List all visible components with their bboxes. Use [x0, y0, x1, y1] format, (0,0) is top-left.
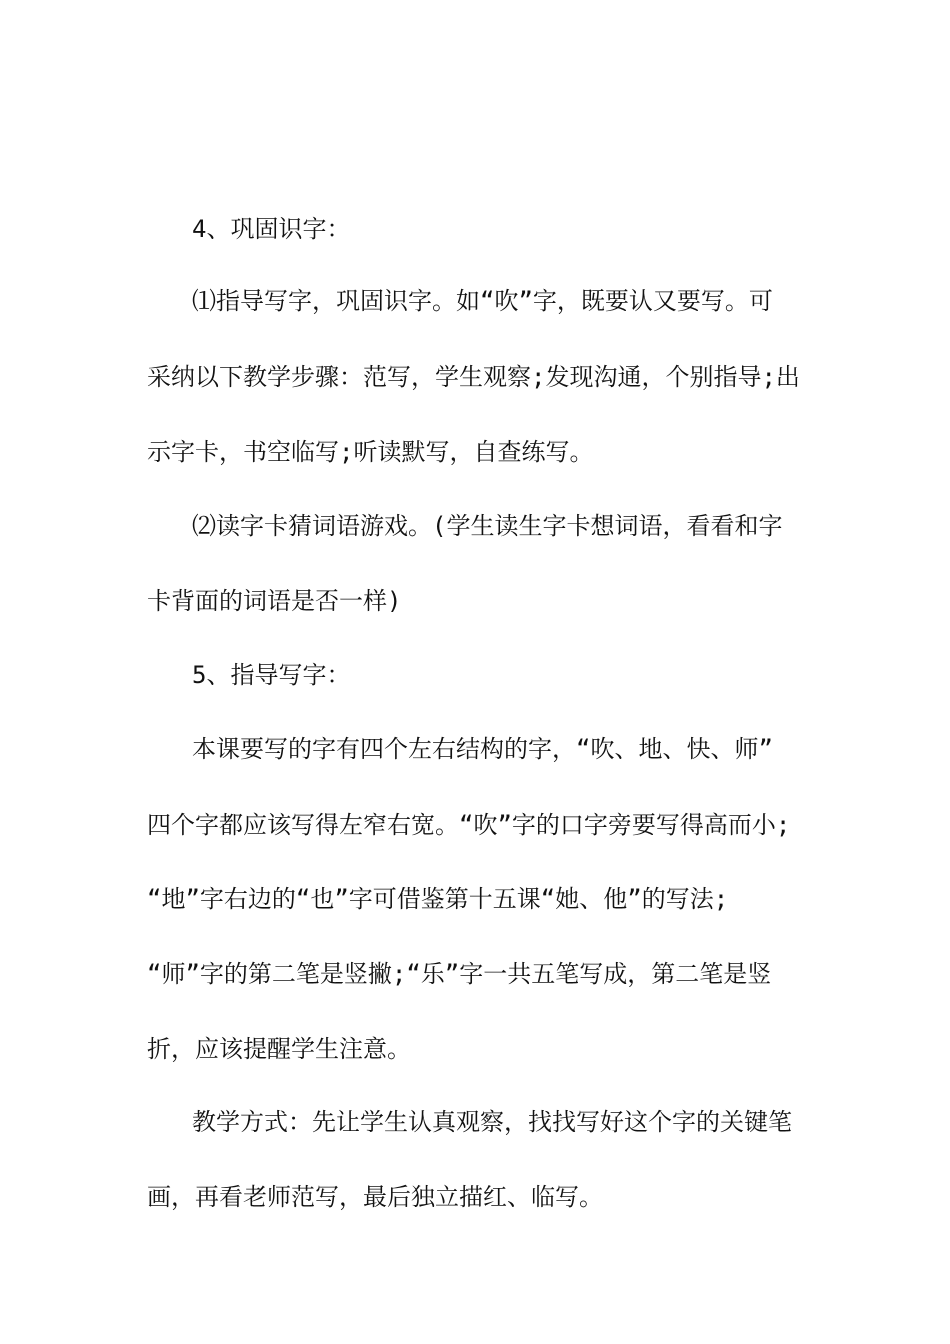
paragraph-1-line-2: 采纳以下教学步骤：范写，学生观察;发现沟通，个别指导;出 [147, 363, 800, 391]
paragraph-4-line-2: 画，再看老师范写，最后独立描红、临写。 [147, 1183, 603, 1211]
paragraph-3-line-1: 本课要写的字有四个左右结构的字，“吹、地、快、师” [192, 735, 773, 763]
paragraph-2-line-2: 卡背面的词语是否一样) [147, 587, 402, 615]
paragraph-1-line-3: 示字卡，书空临写;听读默写，自查练写。 [147, 438, 594, 466]
heading-5: 5、指导写字： [192, 661, 351, 689]
paragraph-3-line-5: 折，应该提醒学生注意。 [147, 1035, 411, 1063]
paragraph-4-line-1: 教学方式：先让学生认真观察，找找写好这个字的关键笔 [192, 1108, 792, 1136]
heading-4: 4、巩固识字： [192, 215, 351, 243]
paragraph-1-line-1: ⑴指导写字，巩固识字。如“吹”字，既要认又要写。可 [192, 287, 773, 315]
paragraph-3-line-3: “地”字右边的“也”字可借鉴第十五课“她、他”的写法; [147, 885, 729, 913]
paragraph-3-line-4: “师”字的第二笔是竖撇;“乐”字一共五笔写成，第二笔是竖 [147, 960, 772, 988]
paragraph-3-line-2: 四个字都应该写得左窄右宽。“吹”字的口字旁要写得高而小; [147, 811, 791, 839]
paragraph-2-line-1: ⑵读字卡猜词语游戏。(学生读生字卡想词语，看看和字 [192, 512, 783, 540]
